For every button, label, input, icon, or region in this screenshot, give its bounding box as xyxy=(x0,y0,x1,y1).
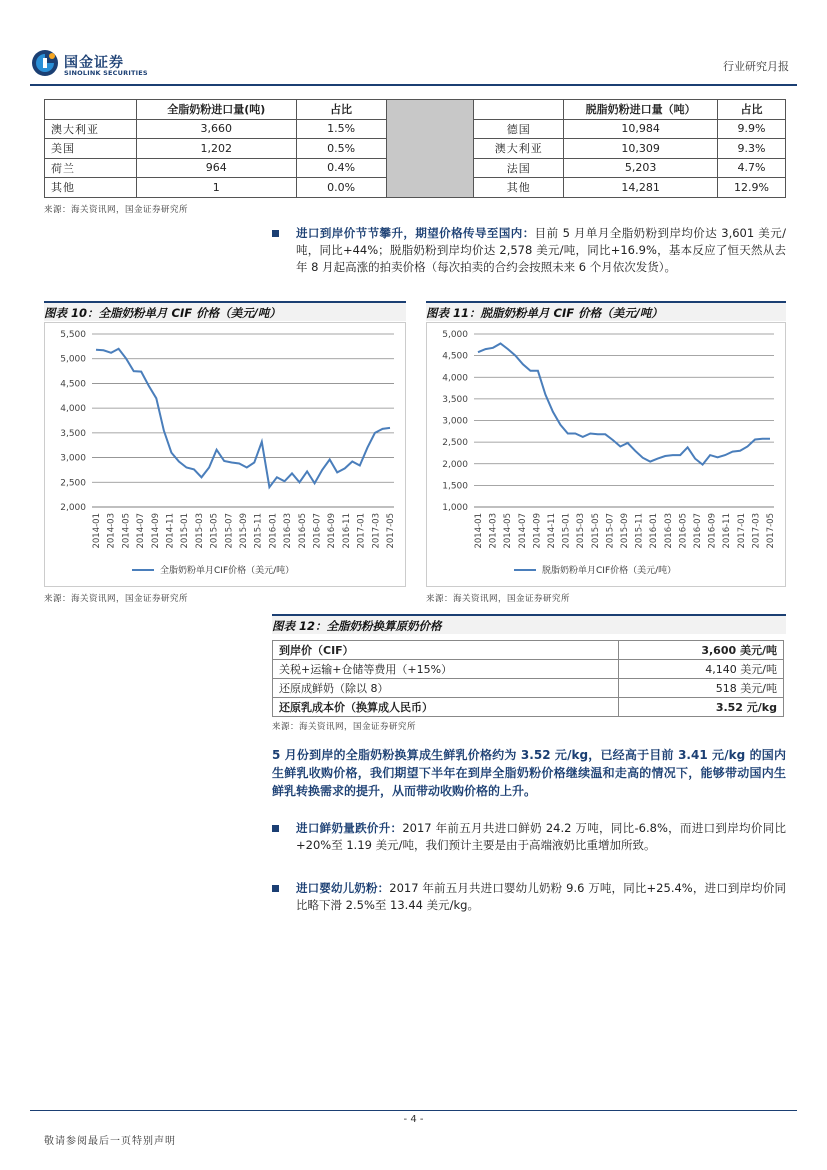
bullet-heading: 进口婴幼儿奶粉： xyxy=(296,881,390,895)
table-cell: 3.52 元/kg xyxy=(619,698,784,717)
x-tick-label: 2017-03 xyxy=(751,513,762,549)
table-header-cell: 占比 xyxy=(718,100,786,120)
x-tick-label: 2016-09 xyxy=(707,513,718,549)
x-tick-label: 2014-05 xyxy=(121,513,132,549)
table-cell: 0.0% xyxy=(296,178,386,198)
company-logo xyxy=(30,46,190,76)
x-tick-label: 2014-07 xyxy=(517,513,528,549)
table-cell: 10,309 xyxy=(564,139,718,159)
y-tick-label: 3,500 xyxy=(60,428,86,439)
disclaimer: 敬请参阅最后一页特别声明 xyxy=(44,1136,176,1147)
source-note: 来源：海关资讯网，国金证券研究所 xyxy=(44,205,189,215)
x-tick-label: 2016-01 xyxy=(268,513,279,549)
report-type: 行业研究月报 xyxy=(723,60,789,73)
table-header-cell xyxy=(474,100,564,120)
x-tick-label: 2014-01 xyxy=(474,513,484,549)
table-cell: 其他 xyxy=(474,178,564,198)
import-volume-table xyxy=(44,99,786,198)
table-cell: 3,600 美元/吨 xyxy=(619,641,784,660)
logo-text-en: SINOLINK SECURITIES xyxy=(64,69,148,77)
x-tick-label: 2014-01 xyxy=(92,513,102,549)
legend-label: 全脂奶粉单月CIF价格（美元/吨） xyxy=(160,566,295,576)
y-tick-label: 2,000 xyxy=(60,503,86,513)
x-tick-label: 2016-09 xyxy=(327,513,338,549)
conversion-table xyxy=(272,640,784,717)
x-tick-label: 2014-03 xyxy=(488,513,499,549)
y-tick-label: 5,500 xyxy=(60,330,86,340)
bullet-text: 2017 年前五月共进口鲜奶 24.2 万吨，同比-6.8%，而进口到岸均价同比+20%至 1.19 美元/吨，我们预计主要是由于高端液奶比重增加所致。 xyxy=(296,821,787,852)
bullet-heading: 进口鲜奶量跌价升： xyxy=(296,821,403,835)
x-tick-label: 2017-01 xyxy=(356,513,367,549)
table-cell: 澳大利亚 xyxy=(474,139,564,159)
x-tick-label: 2014-09 xyxy=(150,513,161,549)
series-line xyxy=(478,344,770,465)
bullet-cif-price xyxy=(272,225,786,276)
x-tick-label: 2015-11 xyxy=(634,513,645,549)
logo-icon xyxy=(30,48,60,78)
page-header xyxy=(30,38,797,78)
legend-label: 脱脂奶粉单月CIF价格（美元/吨） xyxy=(542,566,677,576)
chart-whole-milk-cif xyxy=(44,322,406,587)
y-tick-label: 4,000 xyxy=(60,404,86,415)
table-cell: 5,203 xyxy=(564,158,718,178)
figure-10-title: 图表 10：全脂奶粉单月 CIF 价格（美元/吨） xyxy=(44,301,406,321)
x-tick-label: 2015-05 xyxy=(209,513,220,549)
table-header-cell: 全脂奶粉进口量(吨) xyxy=(136,100,296,120)
y-tick-label: 3,500 xyxy=(442,394,468,405)
y-tick-label: 1,500 xyxy=(442,481,468,492)
page-number: - 4 - xyxy=(403,1114,424,1125)
bullet-text: 2017 年前五月共进口婴幼儿奶粉 9.6 万吨，同比+25.4%，进口到岸均价同比略下滑 2.5%至 13.44 美元/kg。 xyxy=(296,881,787,912)
x-tick-label: 2017-05 xyxy=(386,513,396,549)
x-tick-label: 2016-07 xyxy=(312,513,323,549)
x-tick-label: 2016-07 xyxy=(693,513,703,549)
x-tick-label: 2015-03 xyxy=(194,513,205,549)
x-tick-label: 2016-03 xyxy=(283,513,294,549)
table-cell: 0.5% xyxy=(296,139,386,159)
x-tick-label: 2016-01 xyxy=(649,513,660,549)
x-tick-label: 2016-05 xyxy=(297,513,308,549)
x-tick-label: 2016-03 xyxy=(663,513,674,549)
x-tick-label: 2015-03 xyxy=(576,513,587,549)
x-tick-label: 2014-05 xyxy=(503,513,514,549)
x-tick-label: 2016-05 xyxy=(678,513,689,549)
table-cell: 1.5% xyxy=(296,119,386,139)
table-cell: 到岸价（CIF） xyxy=(273,641,619,660)
bullet-square-icon xyxy=(272,230,279,237)
table-row xyxy=(273,698,784,717)
chart-skim-milk-cif xyxy=(426,322,786,587)
table-row xyxy=(273,641,784,660)
x-tick-label: 2016-11 xyxy=(341,513,352,549)
x-tick-label: 2014-09 xyxy=(532,513,543,549)
table-row xyxy=(273,660,784,679)
table-cell: 964 xyxy=(136,158,296,178)
table-cell: 德国 xyxy=(474,119,564,139)
y-tick-label: 4,000 xyxy=(442,373,468,384)
logo-text-cn: 国金证券 xyxy=(64,55,124,71)
x-tick-label: 2015-11 xyxy=(253,513,264,549)
x-tick-label: 2015-01 xyxy=(561,513,572,549)
table-cell: 法国 xyxy=(474,158,564,178)
source-note: 来源：海关资讯网，国金证券研究所 xyxy=(272,722,417,732)
table-cell: 4.7% xyxy=(718,158,786,178)
bullet-text: 目前 5 月单月全脂奶粉到岸均价达 3,601 美元/吨，同比+44%；脱脂奶粉到岸均价达 2,578 美元/吨，同比+16.9%，基本反应了恒天然从去年 8 月起高涨的拍卖价格（每次拍卖的合约会按照未来 6 个月依次发货）。 xyxy=(296,226,787,274)
source-note: 来源：海关资讯网，国金证券研究所 xyxy=(44,594,189,604)
table-cell: 4,140 美元/吨 xyxy=(619,660,784,679)
y-tick-label: 5,000 xyxy=(60,354,86,365)
table-gap-column xyxy=(386,100,474,198)
table-cell: 518 美元/吨 xyxy=(619,679,784,698)
y-tick-label: 3,000 xyxy=(442,416,468,427)
table-cell: 还原乳成本价（换算成人民币） xyxy=(273,698,619,717)
y-tick-label: 5,000 xyxy=(442,330,468,340)
conclusion-paragraph: 5 月份到岸的全脂奶粉换算成生鲜乳价格约为 3.52 元/kg，已经高于目前 3.41 元/kg 的国内生鲜乳收购价格，我们期望下半年在到岸全脂奶粉价格继续温和走高的情况下，能够带动国内生鲜乳转换需求的提升，从而带动收购价格的上升。 xyxy=(272,748,786,798)
x-tick-label: 2015-07 xyxy=(224,513,235,549)
footer-divider xyxy=(30,1110,797,1111)
x-tick-label: 2015-05 xyxy=(590,513,601,549)
bullet-fresh-milk-import xyxy=(272,820,786,854)
table-cell: 3,660 xyxy=(136,119,296,139)
x-tick-label: 2014-11 xyxy=(165,513,176,549)
x-tick-label: 2017-01 xyxy=(736,513,747,549)
x-tick-label: 2016-11 xyxy=(722,513,733,549)
x-tick-label: 2014-03 xyxy=(106,513,117,549)
y-tick-label: 2,500 xyxy=(60,478,86,489)
figure-12-title: 图表 12：全脂奶粉换算原奶价格 xyxy=(272,614,786,634)
table-row xyxy=(273,679,784,698)
source-note: 来源：海关资讯网，国金证券研究所 xyxy=(426,594,571,604)
x-tick-label: 2014-07 xyxy=(136,513,147,549)
header-divider xyxy=(30,84,797,86)
x-tick-label: 2014-11 xyxy=(547,513,557,549)
table-header-cell xyxy=(45,100,137,120)
table-cell: 12.9% xyxy=(718,178,786,198)
table-header-cell: 脱脂奶粉进口量（吨） xyxy=(564,100,718,120)
x-tick-label: 2015-09 xyxy=(620,513,630,549)
figure-11-title: 图表 11：脱脂奶粉单月 CIF 价格（美元/吨） xyxy=(426,301,786,321)
bullet-square-icon xyxy=(272,825,279,832)
table-cell: 10,984 xyxy=(564,119,718,139)
table-cell: 美国 xyxy=(45,139,137,159)
y-tick-label: 4,500 xyxy=(60,379,86,390)
x-tick-label: 2015-01 xyxy=(180,513,191,549)
table-cell: 1 xyxy=(136,178,296,198)
table-header-cell: 占比 xyxy=(296,100,386,120)
y-tick-label: 2,500 xyxy=(442,438,468,449)
series-line xyxy=(96,349,390,487)
bullet-square-icon xyxy=(272,885,279,892)
table-cell: 澳大利亚 xyxy=(45,119,137,139)
x-tick-label: 2017-03 xyxy=(371,513,382,549)
x-tick-label: 2017-05 xyxy=(766,513,776,549)
y-tick-label: 3,000 xyxy=(60,453,86,464)
table-cell: 1,202 xyxy=(136,139,296,159)
bullet-infant-formula-import xyxy=(272,880,786,914)
bullet-heading: 进口到岸价节节攀升，期望价格传导至国内： xyxy=(296,226,535,240)
table-cell: 还原成鲜奶（除以 8） xyxy=(273,679,619,698)
y-tick-label: 1,000 xyxy=(442,503,468,513)
table-cell: 9.9% xyxy=(718,119,786,139)
table-cell: 关税+运输+仓储等费用（+15%） xyxy=(273,660,619,679)
y-tick-label: 4,500 xyxy=(442,351,468,362)
table-cell: 0.4% xyxy=(296,158,386,178)
y-tick-label: 2,000 xyxy=(442,459,468,470)
table-header-row xyxy=(45,100,786,120)
table-cell: 荷兰 xyxy=(45,158,137,178)
x-tick-label: 2015-09 xyxy=(239,513,249,549)
table-cell: 其他 xyxy=(45,178,137,198)
table-cell: 14,281 xyxy=(564,178,718,198)
x-tick-label: 2015-07 xyxy=(605,513,616,549)
table-cell: 9.3% xyxy=(718,139,786,159)
